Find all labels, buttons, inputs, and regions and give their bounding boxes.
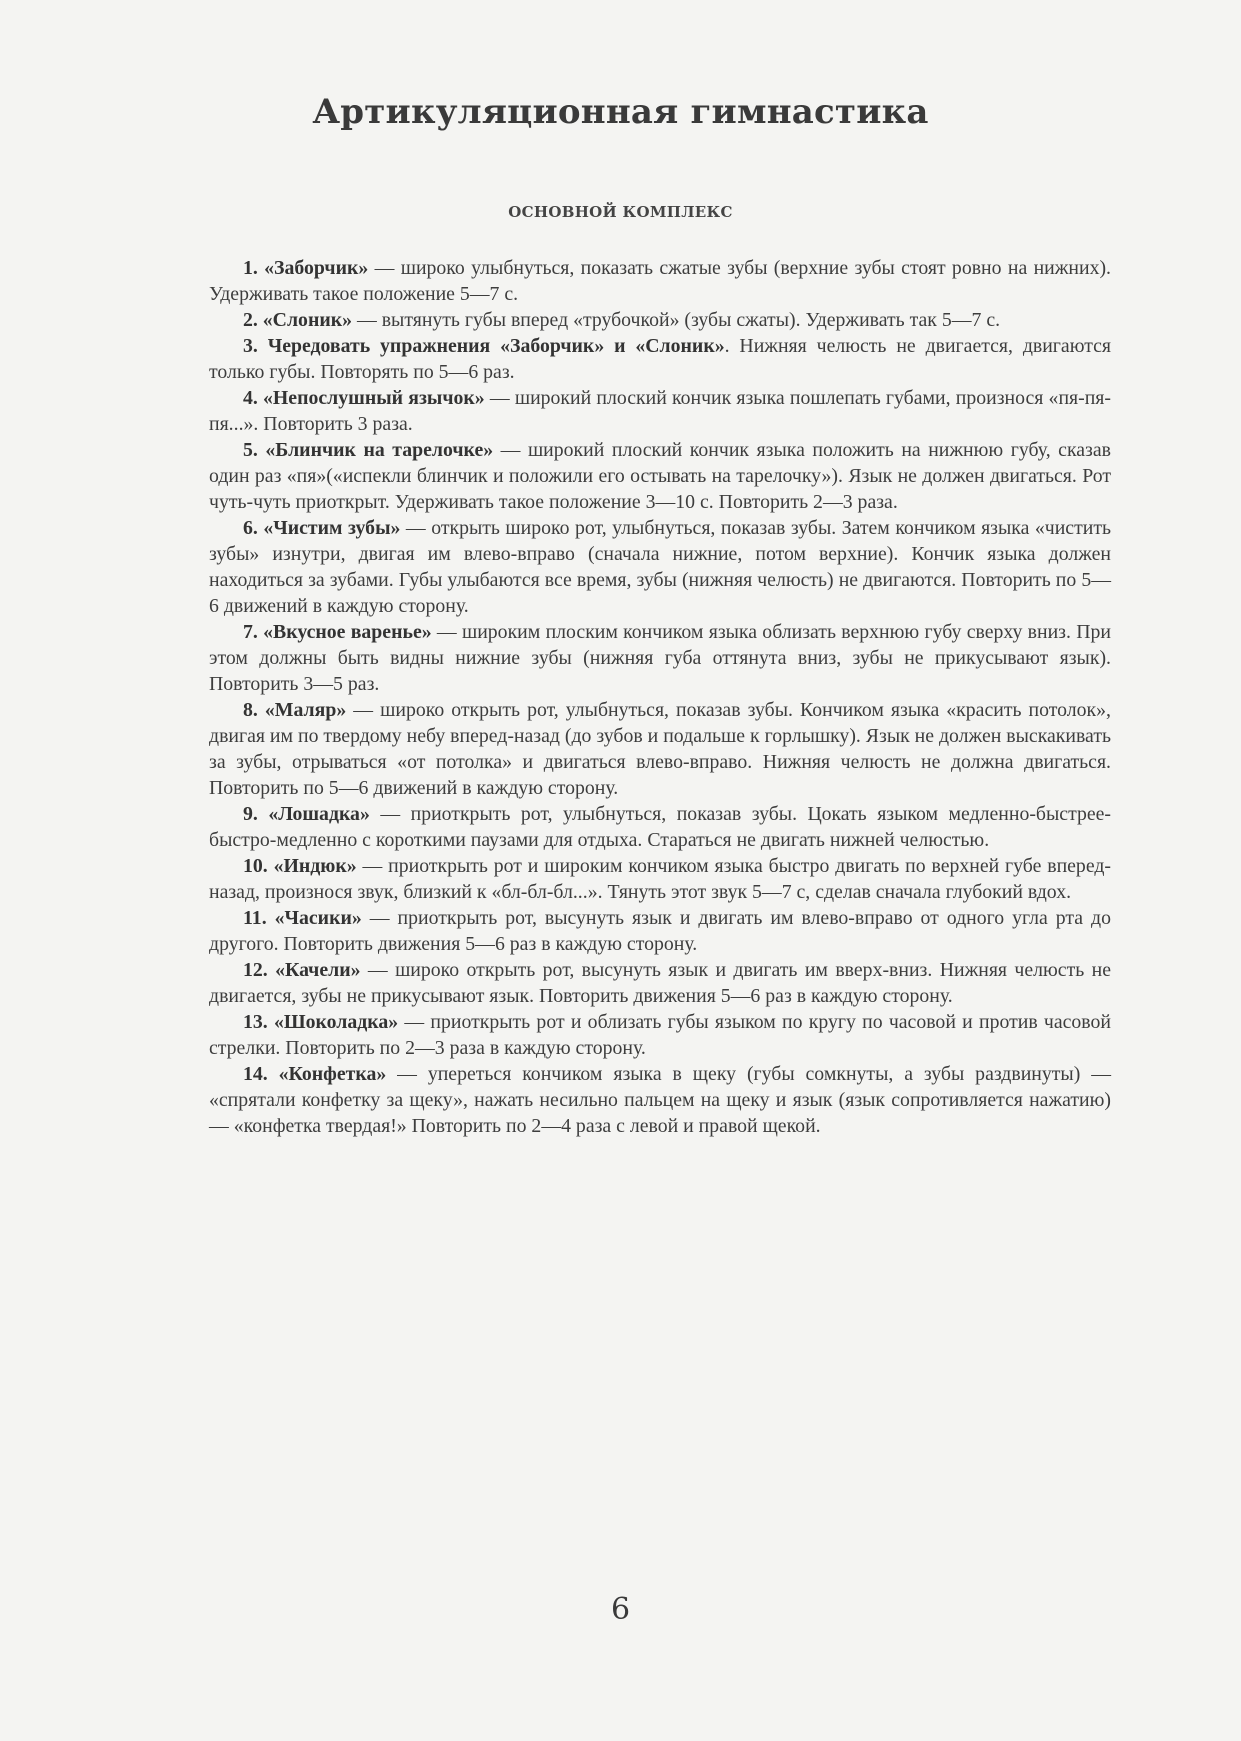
exercise-description: — широко открыть рот, улыбнуться, показав зубы. Кончиком языка «красить потолок», двигая им по твердому небу вперед-назад (до зубов и подальше к горлышку). Язык не должен выскакивать за зубы, отрываться «от потолка» и двигаться влево-вправо. Нижняя челюсть не должна двигаться. Повторить по 5—6 движений в каждую сторону. [209, 699, 1111, 799]
exercise-name: 2. «Слоник» [243, 309, 353, 331]
exercise-item [209, 1061, 1111, 1139]
exercise-description: — широко открыть рот, высунуть язык и двигать им вверх-вниз. Нижняя челюсть не двигается, зубы не прикусывают язык. Повторить движения 5—6 раз в каждую сторону. [209, 959, 1111, 1007]
exercise-description: . Нижняя челюсть не двигается, двигаются только губы. Повторять по 5—6 раз. [209, 335, 1111, 383]
exercise-item [209, 853, 1111, 905]
exercise-name: 14. «Конфетка» [243, 1063, 387, 1085]
exercise-item [209, 515, 1111, 619]
exercise-name: 8. «Маляр» [243, 699, 347, 721]
exercise-description: — широко улыбнуться, показать сжатые зубы (верхние зубы стоят ровно на нижних). Удерживать такое положение 5—7 с. [209, 257, 1111, 305]
exercise-description: — приоткрыть рот и широким кончиком языка быстро двигать по верхней губе вперед-назад, произнося звук, близкий к «бл-бл-бл...». Тянуть этот звук 5—7 с, сделав сначала глубокий вдох. [209, 855, 1111, 903]
exercise-item [209, 437, 1111, 515]
exercise-description: — открыть широко рот, улыбнуться, показав зубы. Затем кончиком языка «чистить зубы» изнутри, двигая им влево-вправо (сначала нижние, потом верхние). Кончик языка должен находиться за зубами. Губы улыбаются все время, зубы (нижняя челюсть) не двигаются. Повторить по 5—6 движений в каждую сторону. [209, 517, 1111, 617]
exercise-item [209, 1009, 1111, 1061]
page-title: Артикуляционная гимнастика [312, 92, 929, 132]
exercise-description: — вытянуть губы вперед «трубочкой» (зубы сжаты). Удерживать так 5—7 с. [352, 309, 1001, 331]
exercise-name: 12. «Качели» [243, 959, 361, 981]
exercise-item [209, 307, 1111, 333]
exercise-description: — широкий плоский кончик языка пошлепать губами, произнося «пя-пя-пя...». Повторить 3 раза. [209, 387, 1111, 435]
exercise-description: — приоткрыть рот, улыбнуться, показав зубы. Цокать языком медленно-быстрее-быстро-медленно с короткими паузами для отдыха. Стараться не двигать нижней челюстью. [209, 803, 1111, 851]
section-heading: ОСНОВНОЙ КОМПЛЕКС [508, 203, 733, 221]
exercise-name: 9. «Лошадка» [243, 803, 370, 825]
exercise-name: 6. «Чистим зубы» [243, 517, 401, 539]
exercise-item [209, 619, 1111, 697]
exercise-name: 4. «Непослушный язычок» [243, 387, 485, 409]
exercise-name: 7. «Вкусное варенье» [243, 621, 432, 643]
exercise-name: 10. «Индюк» [243, 855, 357, 877]
exercise-description: — упереться кончиком языка в щеку (губы сомкнуты, а зубы раздвинуты) — «спрятали конфетку за щеку», нажать несильно пальцем на щеку и язык (язык сопротивляется нажатию) — «конфетка твердая!» Повторить по 2—4 раза с левой и правой щекой. [209, 1063, 1111, 1137]
exercise-list [209, 255, 1111, 1139]
exercise-item [209, 255, 1111, 307]
exercise-item [209, 905, 1111, 957]
exercise-description: — широкий плоский кончик языка положить на нижнюю губу, сказав один раз «пя»(«испекли блинчик и положили его остывать на тарелочку»). Язык не должен двигаться. Рот чуть-чуть приоткрыт. Удерживать такое положение 3—10 с. Повторить 2—3 раза. [209, 439, 1111, 513]
exercise-description: — широким плоским кончиком языка облизать верхнюю губу сверху вниз. При этом должны быть видны нижние зубы (нижняя губа оттянута вниз, зубы не прикусывают язык). Повторить 3—5 раз. [209, 621, 1111, 695]
exercise-description: — приоткрыть рот и облизать губы языком по кругу по часовой и против часовой стрелки. Повторить по 2—3 раза в каждую сторону. [209, 1011, 1111, 1059]
exercise-name: 13. «Шоколадка» [243, 1011, 399, 1033]
exercise-item [209, 957, 1111, 1009]
exercise-name: 5. «Блинчик на тарелочке» [243, 439, 494, 461]
exercise-description: — приоткрыть рот, высунуть язык и двигать им влево-вправо от одного угла рта до другого. Повторить движения 5—6 раз в каждую сторону. [209, 907, 1111, 955]
exercise-name: 3. Чередовать упражнения «Заборчик» и «Слоник» [243, 335, 725, 357]
exercise-name: 11. «Часики» [243, 907, 362, 929]
exercise-item [209, 385, 1111, 437]
exercise-item [209, 333, 1111, 385]
page-number: 6 [610, 1592, 631, 1627]
exercise-item [209, 697, 1111, 801]
exercise-item [209, 801, 1111, 853]
exercise-name: 1. «Заборчик» [243, 257, 369, 279]
